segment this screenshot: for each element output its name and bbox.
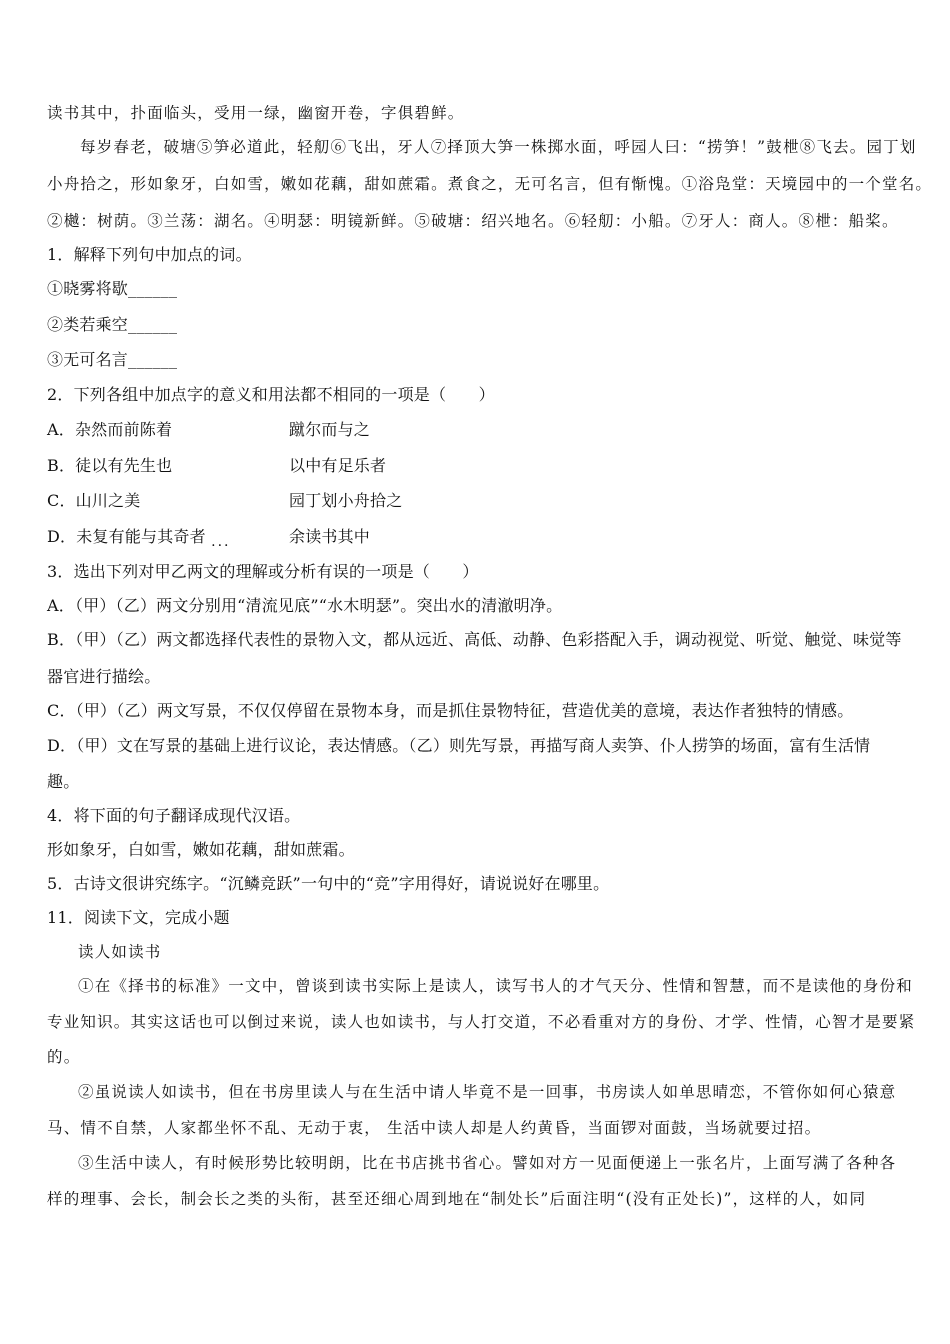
option-left: B．徒以有先生也 xyxy=(47,456,173,475)
q1-item: ③无可名言______ xyxy=(47,350,178,369)
text-line: 小舟拾之，形如象牙，白如雪，嫩如花藕，甜如蔗霜。煮食之，无可名言，但有惭愧。①浴凫堂：天境园中的一个堂名。 xyxy=(47,175,933,193)
text-line: ②樾：树荫。③兰荡：湖名。④明瑟：明镜新鲜。⑤破塘：绍兴地名。⑥轻舠：小船。⑦牙人：商人。⑧枻：船桨。 xyxy=(47,212,899,230)
question-2: 2．下列各组中加点字的意义和用法都不相同的一项是（ ） xyxy=(47,385,495,404)
question-1: 1．解释下列句中加点的词。 xyxy=(47,245,252,264)
q3-option: D．（甲）文在写景的基础上进行议论，表达情感。（乙）则先写景，再描写商人卖笋、仆人捞笋的场面，富有生活情 xyxy=(47,736,871,755)
option-right: 蹴尔而与之 xyxy=(289,420,371,439)
q4-sentence: 形如象牙，白如雪，嫩如花藕，甜如蔗霜。 xyxy=(47,840,355,859)
option-right: 以中有足乐者 xyxy=(289,456,387,475)
q2-option xyxy=(47,491,910,511)
q2-option xyxy=(47,420,910,440)
q2-option xyxy=(47,527,910,548)
text-line: 读书其中，扑面临头，受用一绿，幽窗开卷，字俱碧鲜。 xyxy=(47,104,465,122)
essay-paragraph: ③生活中读人，有时候形势比较明朗，比在书店挑书省心。譬如对方一见面便递上一张名片，上面写满了各种各 xyxy=(78,1154,897,1172)
q3-option: B．（甲）（乙）两文都选择代表性的景物入文，都从远近、高低、动静、色彩搭配入手，调动视觉、听觉、触觉、味觉等 xyxy=(47,630,902,649)
option-left: C．山川之美 xyxy=(47,491,141,510)
q1-item: ①晓雾将歇______ xyxy=(47,279,178,298)
essay-paragraph: 样的理事、会长，制会长之类的头衔，甚至还细心周到地在“制处长”后面注明“(没有正处长)”，这样的人，如同 xyxy=(47,1190,867,1208)
essay-paragraph: 马、情不自禁，人家都坐怀不乱、无动于衷， 生活中读人却是人约黄昏，当面锣对面鼓，当场就要过招。 xyxy=(47,1119,822,1137)
q3-option-cont: 器官进行描绘。 xyxy=(47,667,161,686)
question-4: 4．将下面的句子翻译成现代汉语。 xyxy=(47,806,301,825)
text-line: 每岁春老，破塘⑤笋必道此，轻舠⑥飞出，牙人⑦择顶大笋一株掷水面，呼园人曰：“捞笋！”鼓枻⑧飞去。园丁划 xyxy=(80,138,917,156)
essay-paragraph: ①在《择书的标准》一文中，曾谈到读书实际上是读人，读写书人的才气天分、性情和智慧，而不是读他的身份和 xyxy=(78,977,914,995)
q3-option: A．（甲）（乙）两文分别用“清流见底”“水木明瑟”。突出水的清澈明净。 xyxy=(47,596,563,615)
essay-title: 读人如读书 xyxy=(78,943,162,961)
essay-paragraph: ②虽说读人如读书，但在书房里读人与在生活中请人毕竟不是一回事，书房读人如单思晴恋，不管你如何心猿意 xyxy=(78,1083,897,1101)
q3-option-cont: 趣。 xyxy=(47,772,80,791)
emphasis-dots: ... xyxy=(211,534,231,550)
question-3: 3．选出下列对甲乙两文的理解或分析有误的一项是（ ） xyxy=(47,562,479,581)
essay-paragraph: 专业知识。其实这话也可以倒过来说，读人也如读书，与人打交道，不必看重对方的身份、才学、性情，心智才是要紧 xyxy=(47,1013,916,1031)
option-left: A．杂然而前陈着 xyxy=(47,420,173,439)
q1-item: ②类若乘空______ xyxy=(47,315,178,334)
option-right: 余读书其中 xyxy=(289,527,371,546)
q3-option: C．（甲）（乙）两文写景，不仅仅停留在景物本身，而是抓住景物特征，营造优美的意境，表达作者独特的情感。 xyxy=(47,701,854,720)
question-5: 5．古诗文很讲究练字。“沉鳞竞跃”一句中的“竞”字用得好，请说说好在哪里。 xyxy=(47,874,610,893)
option-left: D．未复有能与其奇者 xyxy=(47,527,206,546)
essay-paragraph: 的。 xyxy=(47,1048,81,1066)
q2-option xyxy=(47,456,910,476)
section-11-heading: 11．阅读下文，完成小题 xyxy=(47,908,230,927)
option-right: 园丁划小舟拾之 xyxy=(289,491,403,510)
